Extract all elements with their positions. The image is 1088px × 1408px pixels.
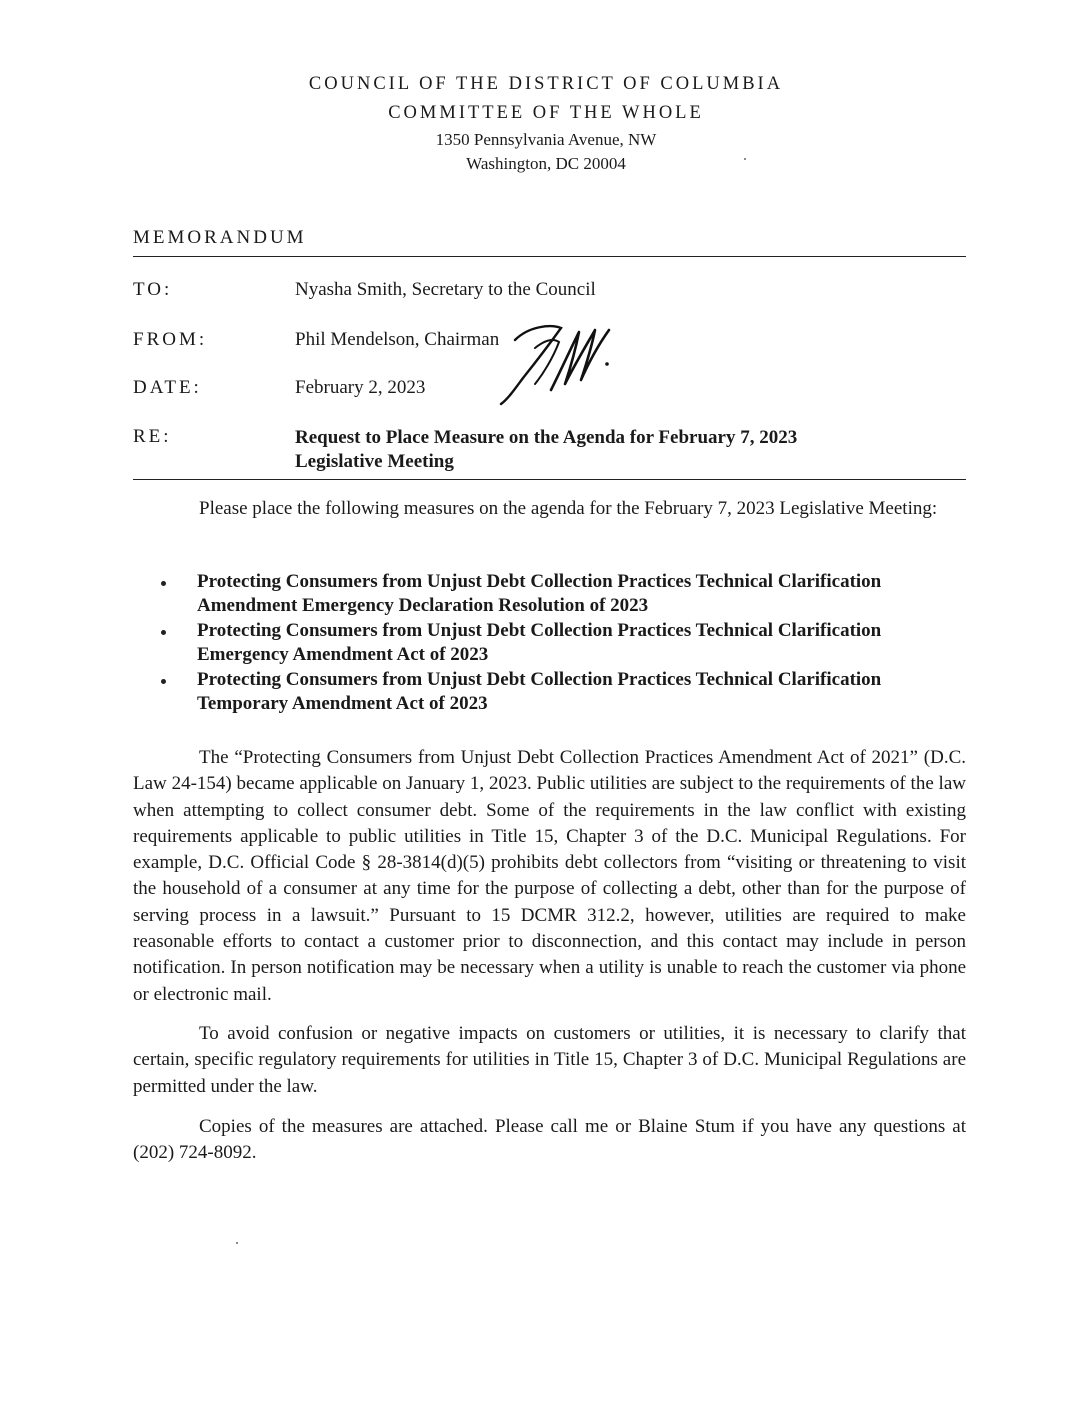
date-label: DATE: [133,377,202,398]
council-name: COUNCIL OF THE DISTRICT OF COLUMBIA [308,74,784,94]
intro-paragraph: Please place the following measures on the agenda for the February 7, 2023 Legislative Meeting: [199,498,938,519]
re-label: RE: [133,426,172,447]
list-item [160,619,966,668]
scan-speck [236,1242,238,1244]
bullet-icon [161,581,166,586]
date-value: February 2, 2023 [295,377,426,398]
measure-title: Protecting Consumers from Unjust Debt Collection Practices Technical Clarification Temporary Amendment Act of 2023 [197,668,882,715]
header-rule [133,256,966,257]
re-subject [295,426,797,474]
re-subject-line1: Request to Place Measure on the Agenda for February 7, 2023 [295,427,798,448]
purpose-paragraph: To avoid confusion or negative impacts on customers or utilities, it is necessary to clarify that certain, specific regulatory requirements for utilities in Title 15, Chapter 3 of D.C. Municipal Regulations are permitted under the law. [133,1023,966,1097]
measures-list [160,570,966,717]
list-item [160,668,966,717]
re-subject-line2: Legislative Meeting [295,451,454,472]
contact-paragraph: Copies of the measures are attached. Please call me or Blaine Stum if you have any questions at (202) 724-8092. [133,1116,966,1164]
signature-initials [495,312,625,408]
memo-title: MEMORANDUM [133,227,307,248]
from-value: Phil Mendelson, Chairman [295,329,500,350]
to-value: Nyasha Smith, Secretary to the Council [295,279,596,300]
address-street: 1350 Pennsylvania Avenue, NW [435,130,657,149]
subject-rule [133,479,966,480]
background-paragraph: The “Protecting Consumers from Unjust Debt Collection Practices Amendment Act of 2021” (D.C. Law 24-154) became applicable on January 1, 2023. Public utilities are subject to the requirements of the law when attempting to collect consumer debt. Some of the requirements in the law conflict with existing requirements applicable to public utilities in Title 15, Chapter 3 of the D.C. Municipal Regulations. For example, D.C. Official Code § 28-3814(d)(5) prohibits debt collectors from “visiting or threatening to visit the household of a consumer at any time for the purpose of collecting a debt, other than for the purpose of serving process in a lawsuit.” Pursuant to 15 DCMR 312.2, however, utilities are required to make reasonable efforts to contact a customer prior to disconnection, and this contact may include in person notification. In person notification may be necessary when a utility is unable to reach the customer via phone or electronic mail. [133,747,966,1005]
address-city: Washington, DC 20004 [466,154,626,173]
bullet-icon [161,630,166,635]
list-item [160,570,966,619]
committee-name: COMMITTEE OF THE WHOLE [388,103,704,123]
letterhead [0,70,1088,176]
measure-title: Protecting Consumers from Unjust Debt Collection Practices Technical Clarification Emergency Amendment Act of 2023 [197,619,882,666]
from-label: FROM: [133,329,208,350]
scan-speck [744,158,746,160]
measure-title: Protecting Consumers from Unjust Debt Collection Practices Technical Clarification Amendment Emergency Declaration Resolution of 2023 [197,571,882,617]
to-label: TO: [133,279,173,300]
bullet-icon [161,679,166,684]
